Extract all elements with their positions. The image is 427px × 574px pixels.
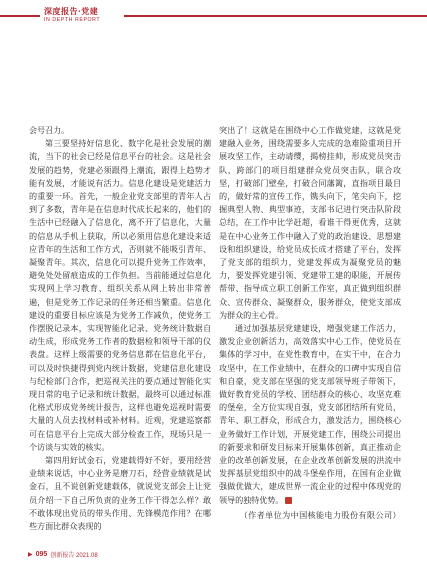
paragraph: 第四用好试金石，党建载得好不好，要用经营业绩来说话，中心业务是磨刀石，经营业绩就是试金石，且不说创新党建载体，就说党支部会上让党员介绍一下自己所负责的业务工作干得怎么样？敢不敢体现出党员的带头作用、先锋模范作用？在哪些方面比群众表现的 bbox=[29, 455, 211, 532]
page-header bbox=[0, 0, 427, 56]
right-column bbox=[219, 124, 401, 522]
page-number: 095 bbox=[35, 550, 48, 558]
section-title-cn: 深度报告·党建 bbox=[44, 6, 99, 16]
paragraph: 会号召力。 bbox=[29, 125, 70, 135]
paragraph: 突出了！这就是在围绕中心工作做党建，这就是党建融入业务，围绕需要多人完成的急难险重项目开展攻坚工作，主动请缨，揭榜挂帅，形成党员突击队，跨部门的项目组建群众党员突击队，联合攻坚，打破部门壁垒，打破合同藩篱，直指项目最目的，做好常的宣传工作，镌头向下，笔尖向下，挖掘典型人物、典型事迹，支部书记进行突击队阶段总结，在工作中比学赶超，看谁干得更优秀，这就是在中心业务工作中融入了党的政治建设、思想建设和组织建设，给党员成长成才搭建了平台，发挥了党支部的组织力，党建发挥成为凝聚党员的魅力，要发挥党建引领、党建带工建的职能，开展传帮带、指导成立职工创新工作室，真正做到组织群众、宣传群众、凝聚群众，服务群众，使党支部成为群众的主心骨。 bbox=[219, 125, 401, 320]
end-mark-icon bbox=[285, 497, 292, 504]
paragraph bbox=[219, 322, 401, 507]
left-column bbox=[29, 124, 211, 533]
section-label bbox=[40, 6, 124, 32]
section-title-en: IN DEPTH REPORT bbox=[44, 17, 101, 23]
paragraph: 第三要坚持好信息化、数字化是社会发展的潮流，当下的社会已经是信息平台的社会。这是社会发展的趋势，党建必须跟得上潮流，跟得上趋势才能有发展，才能说有活力。信息化建设是党建活力的重要一环。首先，一般企业党支部里的青年人占到了多数，青年是在信息时代成长起来的，他们的生活中已经融入了信息化，离不开了信息化，大量的信息从手机上获取，所以必须用信息化建设来适应青年的生活和工作方式，否则就不能吸引青年、凝聚青年。其次，信息化可以提升党务工作效率，避免处处留痕造成的工作负担。当前能通过信息化实现网上学习教育、组织关系从网上转出非常普遍，但是党务工作记录的任务还相当繁重。信息化建设的重要目标应该是为党务工作减负，使党务工作摆脱记录本，实现智能化记录、党务统计数据自动生成，形成党务工作者的数据检和领导干部的仪表盘。这样上级需要的党务信息都在信息化平台，可以及时快捷得到党内统计数据，党建信息化建设与纪检部门合作，把巡视关注的要点通过智能化实现日常的电子记录和统计数据，最终可以通过标准化格式形成党务统计报告，这样也避免巡视时需要大量的人员去找材料或补材料。近观，党建巡察都可在信息平台上完成大部分检查工作，现场只是一个访谈与实效的核实。 bbox=[29, 138, 211, 452]
page-footer bbox=[28, 549, 98, 559]
paragraph-text: 通过加强基层党建建设，增强党建工作活力，激发企业创新活力，高效落实中心工作，使党员在集体的学习中，在党性教育中，在实干中，在合力攻坚中，在工作业绩中，在群众的口碑中实现自信和自豪，党支部在坚强的党支部领导班子带领下，做好教育党员的学校、团结群众的核心、攻坚克难的堡垒，全方位实现自强，党支部团结所有党员，青年、职工群众，形成合力，激发活力，围绕核心业务做好工作计划，开展党建工作，围绕公司提出的新要求和研发目标来开展集体创新，真正推动企业的改革创新发展，在企业改革创新发展的洪流中发挥基层党组织中的战斗堡垒作用，在国有企业做强做优做大，建成世界一流企业的过程中体现党的领导的独特优势。 bbox=[219, 323, 401, 505]
arrow-icon: ▶ bbox=[28, 551, 33, 558]
magazine-issue: 创新报告 2021.08 bbox=[50, 552, 98, 559]
author-note: （作者单位为中国核能电力股份有限公司） bbox=[239, 509, 401, 520]
